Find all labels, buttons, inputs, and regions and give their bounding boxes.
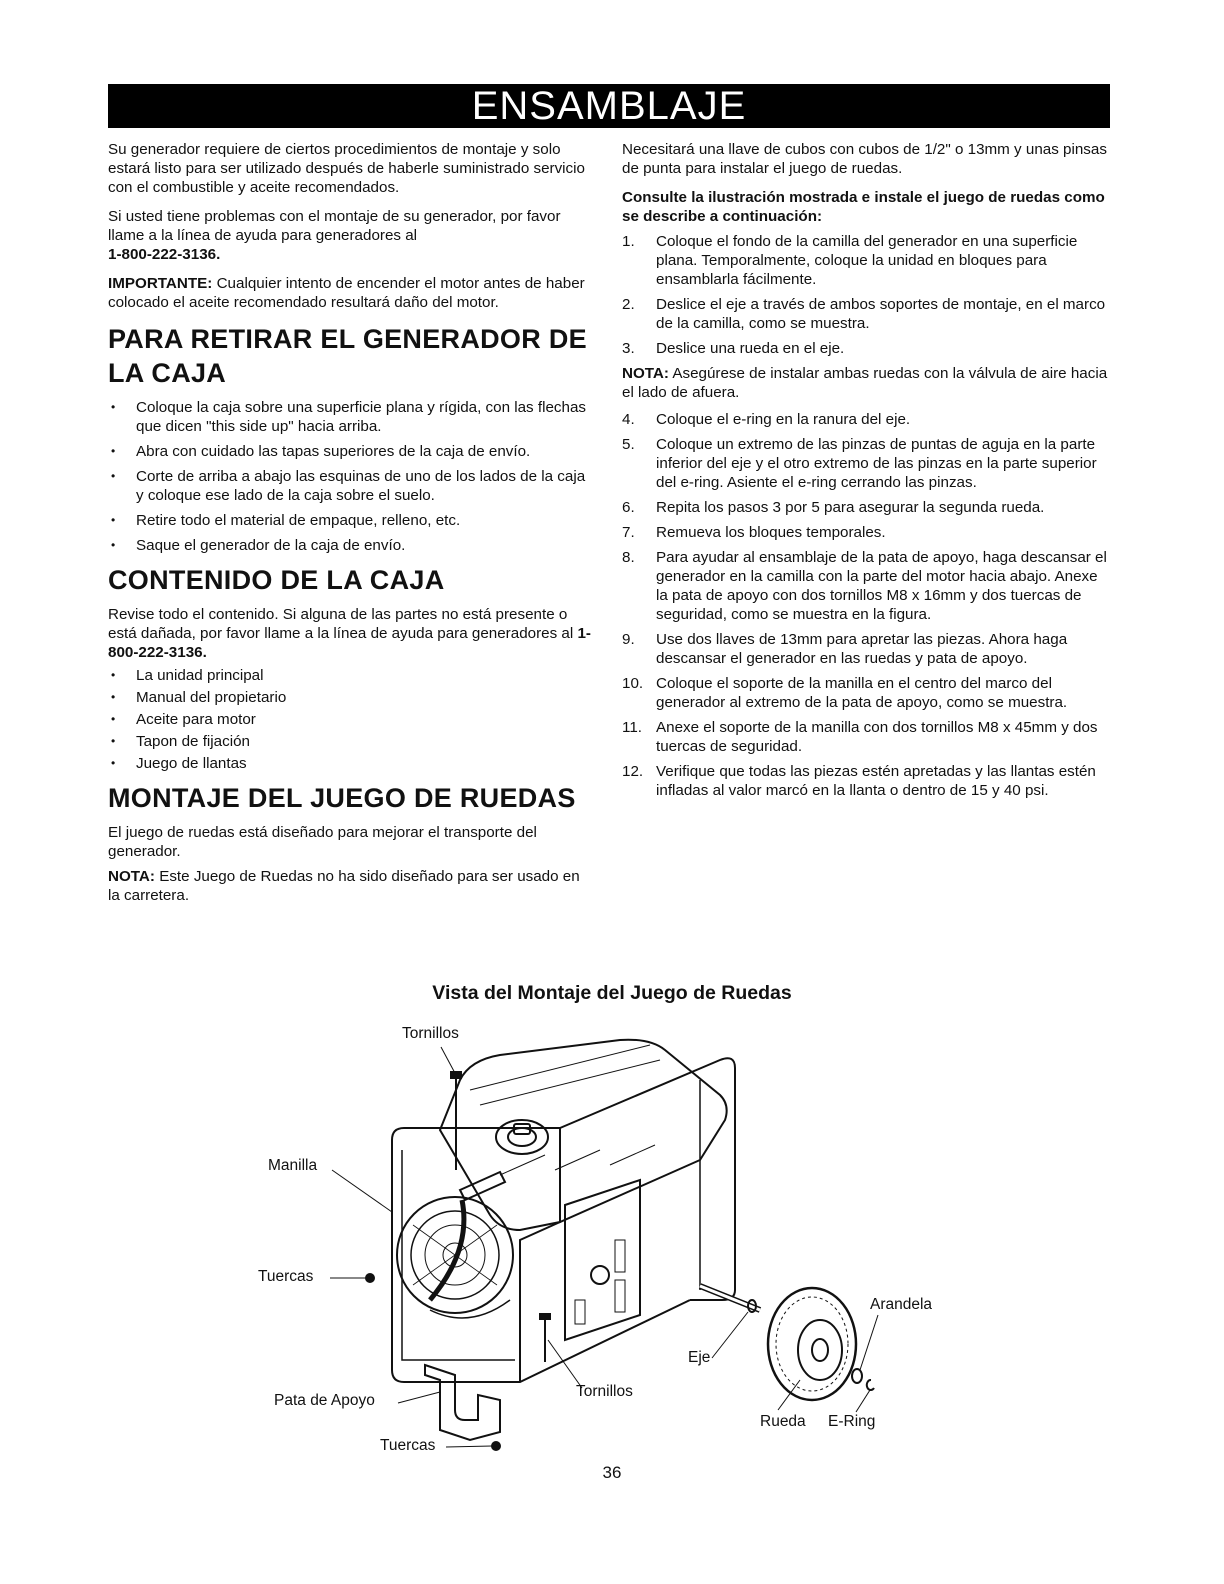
note-label: NOTA: bbox=[108, 868, 155, 885]
important-text: Cualquier intento de encender el motor antes de haber colocado el aceite recomendado resultará daño del motor. bbox=[108, 275, 585, 311]
fuel-cap-icon bbox=[496, 1120, 548, 1154]
contents-heading: CONTENIDO DE LA CAJA bbox=[108, 565, 445, 595]
step-item bbox=[622, 435, 1110, 492]
step-text: Remueva los bloques temporales. bbox=[656, 524, 886, 541]
e-ring-icon bbox=[867, 1380, 874, 1390]
step-text: Anexe el soporte de la manilla con dos tornillos M8 x 45mm y dos tuercas de seguridad. bbox=[656, 719, 1098, 755]
left-column bbox=[108, 140, 594, 915]
list-item: • Aceite para motor bbox=[108, 710, 594, 729]
step-item bbox=[622, 410, 1110, 429]
axle-icon bbox=[700, 1286, 760, 1312]
step-item bbox=[622, 718, 1110, 756]
step-item bbox=[622, 523, 1110, 542]
important-label: IMPORTANTE: bbox=[108, 275, 213, 292]
helpline-paragraph bbox=[108, 207, 594, 264]
step-number: 4. bbox=[622, 411, 635, 428]
step-item bbox=[622, 295, 1110, 333]
handle-icon bbox=[430, 1172, 505, 1300]
step-number: 5. bbox=[622, 436, 635, 453]
contents-phone: 1-800-222-3136. bbox=[108, 625, 591, 661]
intro-paragraph: Su generador requiere de ciertos procedimientos de montaje y solo estará listo para ser utilizado después de haberle suministrado servicio con el combustible y aceite recomendados. bbox=[108, 141, 585, 196]
label-tornillos-top: Tornillos bbox=[402, 1025, 459, 1042]
step-item bbox=[622, 498, 1110, 517]
label-manilla: Manilla bbox=[268, 1157, 318, 1174]
step-text: Coloque el fondo de la camilla del generador en una superficie plana. Temporalmente, coloque la unidad en bloques para ensamblarla fácilmente. bbox=[656, 233, 1078, 288]
generator-frame bbox=[392, 1058, 735, 1382]
section-banner: ENSAMBLAJE bbox=[108, 84, 1110, 128]
bolt-icon bbox=[540, 1314, 550, 1362]
list-item: • Juego de llantas bbox=[108, 754, 594, 773]
step-number: 10. bbox=[622, 675, 644, 692]
step-number: 2. bbox=[622, 296, 635, 313]
figure-title: Vista del Montaje del Juego de Ruedas bbox=[432, 982, 792, 1004]
helpline-phone: 1-800-222-3136. bbox=[108, 246, 221, 263]
instructions-intro: Consulte la ilustración mostrada e instale el juego de ruedas como se describe a continuación: bbox=[622, 189, 1105, 225]
step-number: 12. bbox=[622, 763, 644, 780]
contents-list bbox=[108, 666, 594, 773]
right-column bbox=[622, 140, 1110, 806]
tools-paragraph: Necesitará una llave de cubos con cubos de 1/2" o 13mm y unas pinsas de punta para instalar el juego de ruedas. bbox=[622, 141, 1107, 177]
helpline-text: Si usted tiene problemas con el montaje de su generador, por favor llame a la línea de ayuda para generadores al bbox=[108, 208, 561, 244]
list-item: • Retire todo el material de empaque, relleno, etc. bbox=[108, 511, 594, 530]
label-tuercas-left: Tuercas bbox=[258, 1268, 314, 1285]
wheelkit-heading: MONTAJE DEL JUEGO DE RUEDAS bbox=[108, 783, 576, 813]
label-tornillos-bottom: Tornillos bbox=[576, 1383, 633, 1400]
list-item: • Tapon de fijación bbox=[108, 732, 594, 751]
step-text: Verifique que todas las piezas estén apretadas y las llantas estén infladas al valor marcó en la llanta o dentro de 15 y 40 psi. bbox=[656, 763, 1096, 799]
list-item: • Manual del propietario bbox=[108, 688, 594, 707]
label-e-ring: E-Ring bbox=[828, 1413, 876, 1430]
label-tuercas-bottom: Tuercas bbox=[380, 1437, 436, 1454]
step-item bbox=[622, 339, 1110, 358]
contents-text: Revise todo el contenido. Si alguna de las partes no está presente o está dañada, por favor llame a la línea de ayuda para generadores al bbox=[108, 606, 574, 642]
step-number: 11. bbox=[622, 719, 642, 736]
bolt-icon bbox=[451, 1072, 461, 1170]
step-text: Deslice el eje a través de ambos soportes de montaje, en el marco de la camilla, como se muestra. bbox=[656, 296, 1106, 332]
contents-paragraph bbox=[108, 605, 594, 662]
wheelkit-paragraph: El juego de ruedas está diseñado para mejorar el transporte del generador. bbox=[108, 824, 537, 860]
step-text: Use dos llaves de 13mm para apretar las piezas. Ahora haga descansar el generador en las ruedas y pata de apoyo. bbox=[656, 631, 1068, 667]
list-item: • Abra con cuidado las tapas superiores de la caja de envío. bbox=[108, 442, 594, 461]
step-item bbox=[622, 548, 1110, 624]
step-text: Repita los pasos 3 por 5 para asegurar la segunda rueda. bbox=[656, 499, 1045, 516]
wheel-icon bbox=[768, 1288, 856, 1400]
fuel-tank bbox=[440, 1040, 727, 1230]
step-text: Deslice una rueda en el eje. bbox=[656, 340, 845, 357]
step-item bbox=[622, 630, 1110, 668]
label-arandela: Arandela bbox=[870, 1296, 933, 1313]
valve-note bbox=[622, 364, 1110, 402]
remove-list bbox=[108, 398, 594, 555]
step-item bbox=[622, 674, 1110, 712]
step-item bbox=[622, 762, 1110, 800]
list-item: • Corte de arriba a abajo las esquinas de uno de los lados de la caja y coloque ese lado de la caja sobre el suelo. bbox=[108, 467, 594, 505]
list-item: • La unidad principal bbox=[108, 666, 594, 685]
washer-icon bbox=[852, 1369, 862, 1383]
steps-list-a bbox=[622, 232, 1110, 358]
control-panel bbox=[565, 1180, 640, 1340]
step-number: 8. bbox=[622, 549, 635, 566]
step-item bbox=[622, 232, 1110, 289]
step-number: 6. bbox=[622, 499, 635, 516]
step-text: Coloque un extremo de las pinzas de puntas de aguja en la parte inferior del eje y el otro extremo de las pinzas en la parte superior del e-ring. Asiente el e-ring cerrando las pinzas. bbox=[656, 436, 1097, 491]
step-text: Coloque el soporte de la manilla en el centro del marco del generador al extremo de la pata de apoyo, como se muestra. bbox=[656, 675, 1068, 711]
label-pata-de-apoyo: Pata de Apoyo bbox=[274, 1392, 375, 1409]
step-number: 1. bbox=[622, 233, 635, 250]
note-label: NOTA: bbox=[622, 365, 669, 382]
important-paragraph bbox=[108, 274, 594, 312]
nut-icon bbox=[366, 1274, 500, 1450]
step-number: 3. bbox=[622, 340, 635, 357]
label-eje: Eje bbox=[688, 1349, 711, 1366]
wheelkit-note bbox=[108, 867, 594, 905]
label-rueda: Rueda bbox=[760, 1413, 806, 1430]
page-number: 36 bbox=[602, 1463, 622, 1482]
engine-housing bbox=[397, 1197, 513, 1318]
steps-list-b bbox=[622, 410, 1110, 800]
support-leg bbox=[425, 1365, 500, 1440]
list-item: • Saque el generador de la caja de envío. bbox=[108, 536, 594, 555]
step-text: Para ayudar al ensamblaje de la pata de apoyo, haga descansar el generador en la camilla con la parte del motor hacia abajo. Anexe la pata de apoyo con dos tornillos M8 x 16mm y dos tuercas de seguridad, como se muestra en la figura. bbox=[656, 549, 1107, 623]
note-text: Asegúrese de instalar ambas ruedas con la válvula de aire hacia el lado de afuera. bbox=[622, 365, 1108, 401]
note-text: Este Juego de Ruedas no ha sido diseñado para ser usado en la carretera. bbox=[108, 868, 580, 904]
step-number: 7. bbox=[622, 524, 635, 541]
step-number: 9. bbox=[622, 631, 635, 648]
remove-heading: PARA RETIRAR EL GENERADOR DE LA CAJA bbox=[108, 324, 587, 388]
step-text: Coloque el e-ring en la ranura del eje. bbox=[656, 411, 911, 428]
list-item: • Coloque la caja sobre una superficie plana y rígida, con las flechas que dicen "this side up" hacia arriba. bbox=[108, 398, 594, 436]
